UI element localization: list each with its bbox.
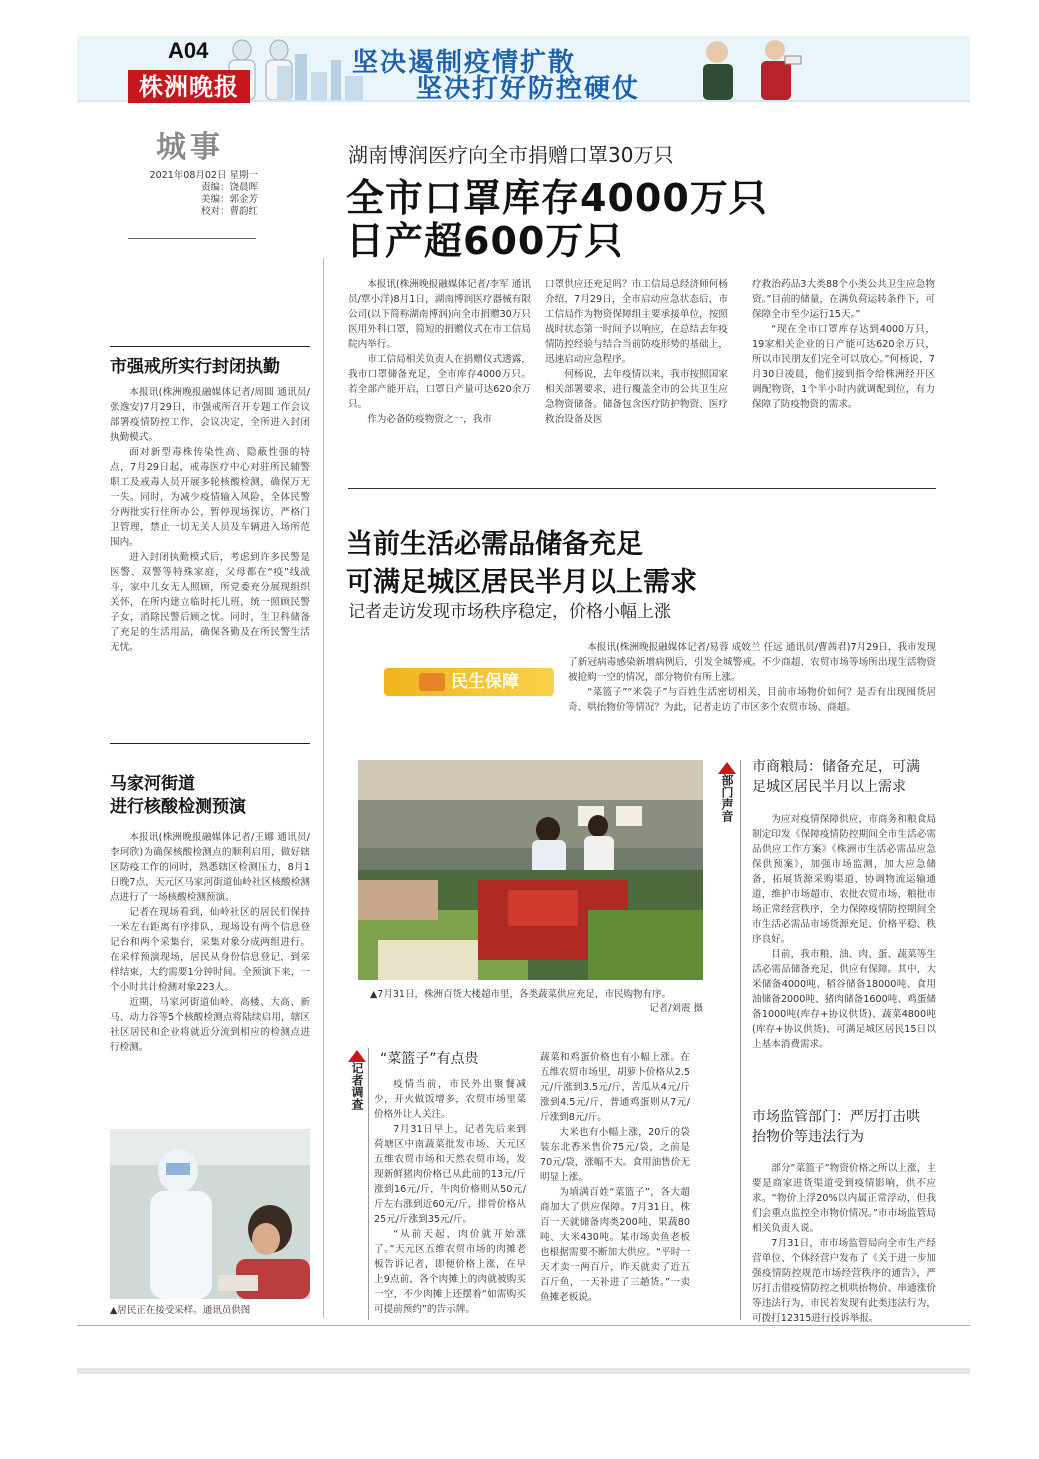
investigation-col1-para: 7月31日早上，记者先后来到荷塘区中南蔬菜批发市场、天元区五维农贸市场和天然农贸市场，发现新鲜猪肉价格已从此前的13元/斤涨到16元/斤，牛肉价格则从50元/斤左右涨到近60元/斤，排骨价格从25元/斤涨到35元/斤。 — [374, 1124, 526, 1225]
dept2-title-line2: 抬物价等违法行为 — [752, 1129, 864, 1145]
investigation-col2-para: 为填满百姓“菜篮子”，各大超商加大了供应保障。7月31日，株百一天就储备肉类200吨、果蔬80吨、大米430吨。某市场卖鱼老板也根据需要不断加大供应。“平时一天才卖一两百斤，昨天就卖了近五百斤鱼，一天补进了三趟货。”一卖鱼摊老板说。 — [540, 1187, 690, 1303]
proofreader-credit: 校对：曹韵红 — [200, 206, 258, 217]
lead-column-3 — [752, 277, 935, 412]
left-story1-para: 面对新型毒株传染性高、隐蔽性强的特点，7月29日起，戒毒医疗中心对驻所民辅警职工及戒毒人员开展多轮核酸检测，确保万无一失。同时，为减少疫情输入风险，全体民警分两批实行住所办公，暂停现场探访，严格门卫管理，禁止一切无关人员及车辆进入场所范围内。 — [110, 447, 310, 548]
dept2-title-line1: 市场监管部门：严厉打击哄 — [752, 1109, 920, 1125]
lead-col1-para: 作为必备防疫物资之一，我市 — [367, 414, 492, 425]
left-story1-top-rule — [110, 346, 310, 347]
supermarket-photo-credit: 记者/刘震 摄 — [649, 1003, 703, 1014]
investigation-col1-para: 疫情当前，市民外出聚餐减少，开火做饭增多，农贸市场里菜价格外让人关注。 — [374, 1079, 526, 1120]
dept1-para: 目前，我市粮、油、肉、蛋、蔬菜等生活必需品储备充足，供应有保障。其中，大米储备4000吨、稻谷储备18000吨、食用油储备2000吨、猪肉储备1600吨、鸡蛋储备1000吨(库存+协议供货)、蔬菜4800吨(库存+协议供货)，可满足城区居民15日以上基本消费需求。 — [752, 949, 936, 1050]
slogan-line-1: 坚决遏制疫情扩散 — [352, 48, 577, 78]
left-story2-title-line1: 马家河街道 — [110, 774, 195, 794]
page-number: A04 — [168, 38, 209, 63]
lead-col1-para: 本报讯(株洲晚报融媒体记者/李军 通讯员/覃小洋)8月1日，湖南博润医疗器械有限公司(以下简称湖南博润)向全市捐赠30万只医用外科口罩，简短的捐赠仪式在市工信局院内举行。 — [348, 279, 531, 350]
newspaper-logo: 株洲晚报 — [128, 70, 250, 103]
lead-story-bottom-rule — [348, 488, 936, 489]
supermarket-photo — [358, 760, 703, 980]
supermarket-photo-caption — [370, 988, 703, 1016]
investigation-col2-para: 大米也有小幅上涨，20斤的袋装东北香米售价75元/袋，之前是70元/袋，涨幅不大。食用油售价无明显上涨。 — [540, 1127, 690, 1183]
left-story2-para: 近期，马家河街道仙岭、高楼、大高、新马、动力谷等5个核酸检测点将陆续启用，辖区社区居民和企业将就近分流到相应的检测点进行检测。 — [110, 997, 310, 1053]
dept-voice-label: 部门声音 — [720, 774, 734, 822]
feature-headline-2: 可满足城区居民半月以上需求 — [346, 567, 697, 598]
investigation-col2-para: 蔬菜和鸡蛋价格也有小幅上涨。在五维农贸市场里，胡萝卜价格从2.5元/斤涨到3.5元/斤，苦瓜从4元/斤涨到4.5元/斤，普通鸡蛋则从7元/斤涨到8元/斤。 — [540, 1052, 690, 1123]
dept-sidebar-divider — [740, 760, 741, 1320]
livelihood-tag — [384, 668, 554, 696]
dateline — [128, 170, 258, 218]
investigation-title: “菜篮子”有点贵 — [380, 1051, 479, 1067]
left-column-divider — [323, 258, 324, 1318]
feature-intro — [568, 640, 936, 715]
left-story1-para: 进入封闭执勤模式后，考虑到许多民警是医警、双警等特殊家庭，父母都在“疫”线战斗，家中儿女无人照顾，所党委充分展现组织关怀，在所内建立临时托儿班，统一照顾民警子女，消除民警后顾之忧。同时，生卫科储备了充足的生活用品，确保各勤及在所民警生活无忧。 — [110, 552, 310, 653]
feature-subhead: 记者走访发现市场秩序稳定，价格小幅上涨 — [348, 602, 671, 622]
dept2-body — [752, 1161, 936, 1326]
nucleic-test-photo-caption: ▲居民正在接受采样。通讯员供图 — [110, 1305, 251, 1316]
dept2-para: 7月31日，市市场监管局向全市生产经营单位、个体经营户发布了《关于进一步加强疫情防控规范市场经营秩序的通告》，严厉打击借疫情防控之机哄抬物价、串通涨价等违法行为，市民若发现有此类违法行为，可拨打12315进行投诉举报。 — [752, 1238, 936, 1324]
testing-scene-illustration — [110, 1129, 310, 1299]
feature-intro-para: 本报讯(株洲晚报融媒体记者/易蓉 成姣兰 任远 通讯员/曹茜君)7月29日，我市发现了新冠病毒感染新增病例后，引发全城警戒。不少商超、农贸市场等场所出现生活物资被抢购一空的情况，部分物价有所上涨。 — [568, 642, 936, 683]
feature-headline-1: 当前生活必需品储备充足 — [346, 529, 643, 560]
investigation-divider — [368, 1048, 369, 1320]
investigation-tag — [348, 1050, 366, 1110]
left-story2-para: 本报讯(株洲晚报融媒体记者/王娜 通讯员/李珂欣)为确保核酸检测点的顺利启用，做好辖区防疫工作的同时，熟悉辖区检测压力，8月1日晚7点，天元区马家河街道仙岭社区核酸检测点进行了一场核酸检测预演。 — [110, 832, 310, 903]
lead-col2-para: 口罩供应还充足吗？市工信局总经济师何杨介绍，7月29日，全市启动应急状态后，市工信局作为物资保障组主要承接单位，按照战时状态第一时间予以响应，在总结去年疫情防控经验与结合当前防疫形势的基础上，迅速启动应急程序。 — [545, 279, 728, 365]
lead-column-1 — [348, 277, 531, 427]
slogan-line-2: 坚决打好防控硬仗 — [416, 74, 641, 104]
nucleic-test-photo — [110, 1129, 310, 1299]
left-story2-body — [110, 830, 310, 1055]
basket-icon — [419, 673, 445, 691]
lead-col3-para: 疗救治药品3大类88个小类公共卫生应急物资。”目前的储量，在满负荷运转条件下，可保障全市至少运行15天。” — [752, 279, 935, 320]
left-story2-title-line2: 进行核酸检测预演 — [110, 797, 246, 817]
dept1-title — [752, 757, 920, 797]
section-title: 城事 — [156, 130, 224, 165]
dept-tag-marker-icon — [718, 762, 736, 774]
lead-headline-2: 日产超600万只 — [346, 219, 624, 263]
investigation-column-1 — [374, 1077, 526, 1317]
left-story1-para: 本报讯(株洲晚报融媒体记者/周圆 通讯员/张逸安)7月29日，市强戒所召开专题工作会议部署疫情防控工作，会议决定，全所进入封闭执勤模式。 — [110, 387, 310, 443]
left-story2-top-rule — [110, 743, 310, 744]
lead-col2-para: 何杨说，去年疫情以来，我市按照国家相关部署要求，进行覆盖全市的公共卫生应急物资储备。储备包含医疗防护物资、医疗救治设备及医 — [545, 369, 728, 425]
dateline-divider — [128, 238, 256, 239]
investigation-column-2 — [540, 1050, 690, 1305]
livelihood-tag-label: 民生保障 — [451, 672, 519, 692]
dept2-para: 部分“菜篮子”物资价格之所以上涨，主要是商家进货渠道受到疫情影响，供不应求。“物价上浮20%以内属正常浮动，但我们会重点监控全市物价情况。”市市场监管局相关负责人说。 — [752, 1163, 936, 1234]
dept2-title — [752, 1107, 920, 1147]
lead-col3-para: “现在全市口罩库存达到4000万只，19家相关企业的日产能可达620余万只，所以市民朋友们完全可以放心。”何杨说，7月30日凌晨，他们接到指令给株洲经开区调配物资，1个半小时内就调配到位，有力保障了防疫物资的需求。 — [752, 324, 935, 410]
lead-headline-1: 全市口罩库存4000万只 — [346, 176, 768, 220]
lead-kicker: 湖南博润医疗向全市捐赠口罩30万只 — [348, 143, 674, 167]
dept1-para: 为应对疫情保障供应，市商务和粮食局制定印发《保障疫情防控期间全市生活必需品供应工作方案》《株洲市生活必需品应急保供预案》，加强市场监测，加大应急储备，拓展货源采购渠道，协调物流运输通道，维护市场超市、农批农贸市场、粮批市场正常经营秩序，全力保障疫情防控期间全市生活必需品市场货源充足、价格平稳、秩序良好。 — [752, 814, 936, 945]
investigation-marker-icon — [348, 1050, 366, 1062]
supermarket-caption-text: ▲7月31日，株洲百货大楼超市里，各类蔬菜供应充足，市民购物有序。 — [370, 989, 671, 1000]
feature-intro-para: “菜篮子”“米袋子”与百姓生活密切相关，目前市场物价如何？是否有出现囤货居奇、哄抬物价等情况？为此，记者走访了市区多个农贸市场、商超。 — [568, 687, 936, 713]
left-story1-body — [110, 385, 310, 655]
left-story2-title — [110, 773, 246, 819]
issue-date: 2021年08月02日 星期一 — [149, 170, 258, 181]
left-story1-title: 市强戒所实行封闭执勤 — [110, 357, 280, 377]
editor-credit: 责编：饶晨晖 — [200, 182, 258, 193]
page-bottom-rule — [77, 1325, 970, 1326]
page-footer-band — [77, 1368, 970, 1374]
dept1-body — [752, 812, 936, 1052]
dept1-title-line2: 足城区居民半月以上需求 — [752, 779, 906, 795]
dept-voice-tag — [718, 762, 736, 822]
vegetable-market-illustration — [358, 760, 703, 980]
lead-column-2 — [545, 277, 728, 427]
left-story2-para: 记者在现场看到，仙岭社区的居民们保持一米左右距离有序排队，现场设有两个信息登记台和两个采集台，采集对象分成两组进行。在采样预演现场，居民从身份信息登记，到采样结束，大约需要1分钟时间。全预演下来，一个小时共计检测对象223人。 — [110, 907, 310, 993]
lead-col1-para: 市工信局相关负责人在捐赠仪式透露，我市口罩储备充足，全市库存4000万只。若全部产能开启，口罩日产量可达620余万只。 — [348, 354, 531, 410]
investigation-col1-para: “从前天起，肉价就开始涨了。”天元区五维农贸市场的肉摊老板告诉记者，即便价格上涨，在早上9点前，各个肉摊上的肉就被购买一空，不少肉摊上还摆着“如需购买可提前预约”的告示牌。 — [374, 1229, 526, 1315]
dept1-title-line1: 市商粮局：储备充足，可满 — [752, 759, 920, 775]
police-officers-illustration — [687, 36, 807, 100]
designer-credit: 美编：郭金芳 — [200, 194, 258, 205]
investigation-label: 记者调查 — [350, 1062, 364, 1110]
